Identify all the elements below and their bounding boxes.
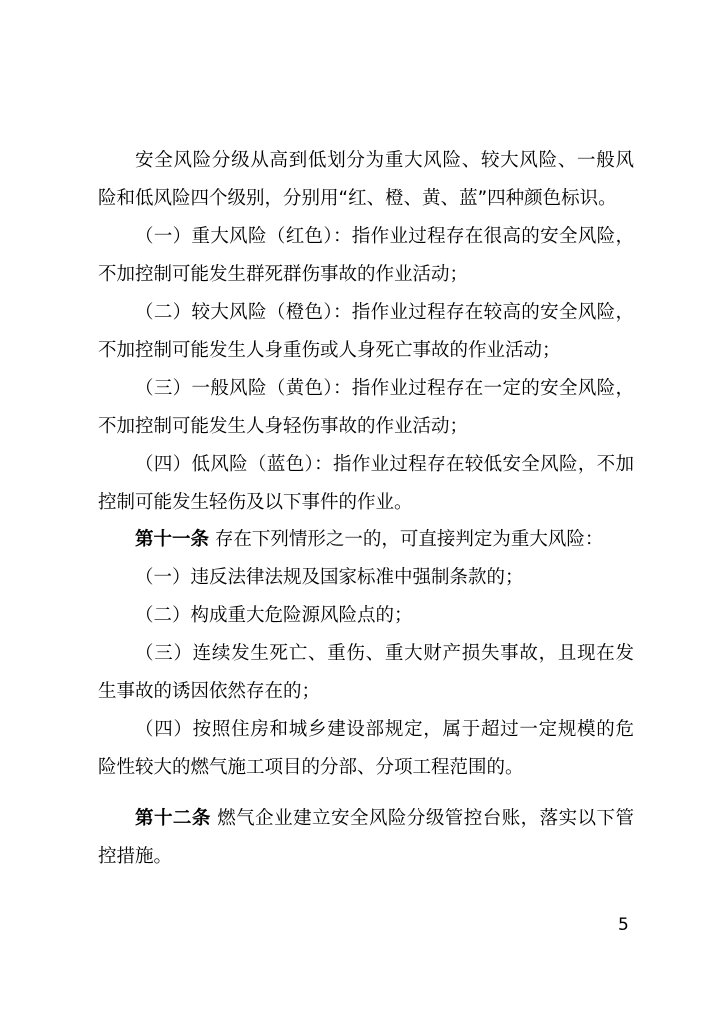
paragraph-text: （二）较大风险（橙色）：指作业过程存在较高的安全风险，不加控制可能发生人身重伤或人身死亡事故的作业活动； (98, 302, 634, 361)
paragraph-text: （四）按照住房和城乡建设部规定，属于超过一定规模的危险性较大的燃气施工项目的分部、分项工程范围的。 (98, 719, 634, 778)
article-eleven-item-3 (98, 635, 634, 711)
paragraph-general-risk (98, 370, 634, 446)
article-number: 第十二条 (135, 808, 211, 829)
article-eleven-item-1 (98, 559, 634, 597)
article-eleven-item-2 (98, 597, 634, 635)
paragraph-major-risk (98, 218, 634, 294)
paragraph-text: （二）构成重大危险源风险点的； (135, 605, 413, 626)
paragraph-text: 燃气企业建立安全风险分级管控台账，落实以下管控措施。 (98, 808, 634, 867)
paragraph-text: （三）连续发生死亡、重伤、重大财产损失事故，且现在发生事故的诱因依然存在的； (98, 643, 634, 702)
paragraph-text: （四）低风险（蓝色）：指作业过程存在较低安全风险，不加控制可能发生轻伤及以下事件的作业。 (98, 454, 634, 513)
article-eleven-item-4 (98, 711, 634, 787)
paragraph-text: （一）违反法律法规及国家标准中强制条款的； (135, 567, 524, 588)
article-eleven (98, 521, 634, 559)
article-twelve (98, 800, 634, 876)
paragraph-larger-risk (98, 294, 634, 370)
paragraph-text: （三）一般风险（黄色）：指作业过程存在一定的安全风险，不加控制可能发生人身轻伤事故的作业活动； (98, 378, 634, 437)
paragraph-low-risk (98, 446, 634, 522)
paragraph-risk-classification (98, 142, 634, 218)
paragraph-text: （一）重大风险（红色）：指作业过程存在很高的安全风险，不加控制可能发生群死群伤事故的作业活动； (98, 226, 634, 285)
article-number: 第十一条 (135, 529, 210, 550)
paragraph-text: 存在下列情形之一的，可直接判定为重大风险： (209, 529, 604, 550)
page-number: 5 (618, 915, 629, 935)
paragraph-text: 安全风险分级从高到低划分为重大风险、较大风险、一般风险和低风险四个级别，分别用“红、橙、黄、蓝”四种颜色标识。 (98, 150, 634, 209)
